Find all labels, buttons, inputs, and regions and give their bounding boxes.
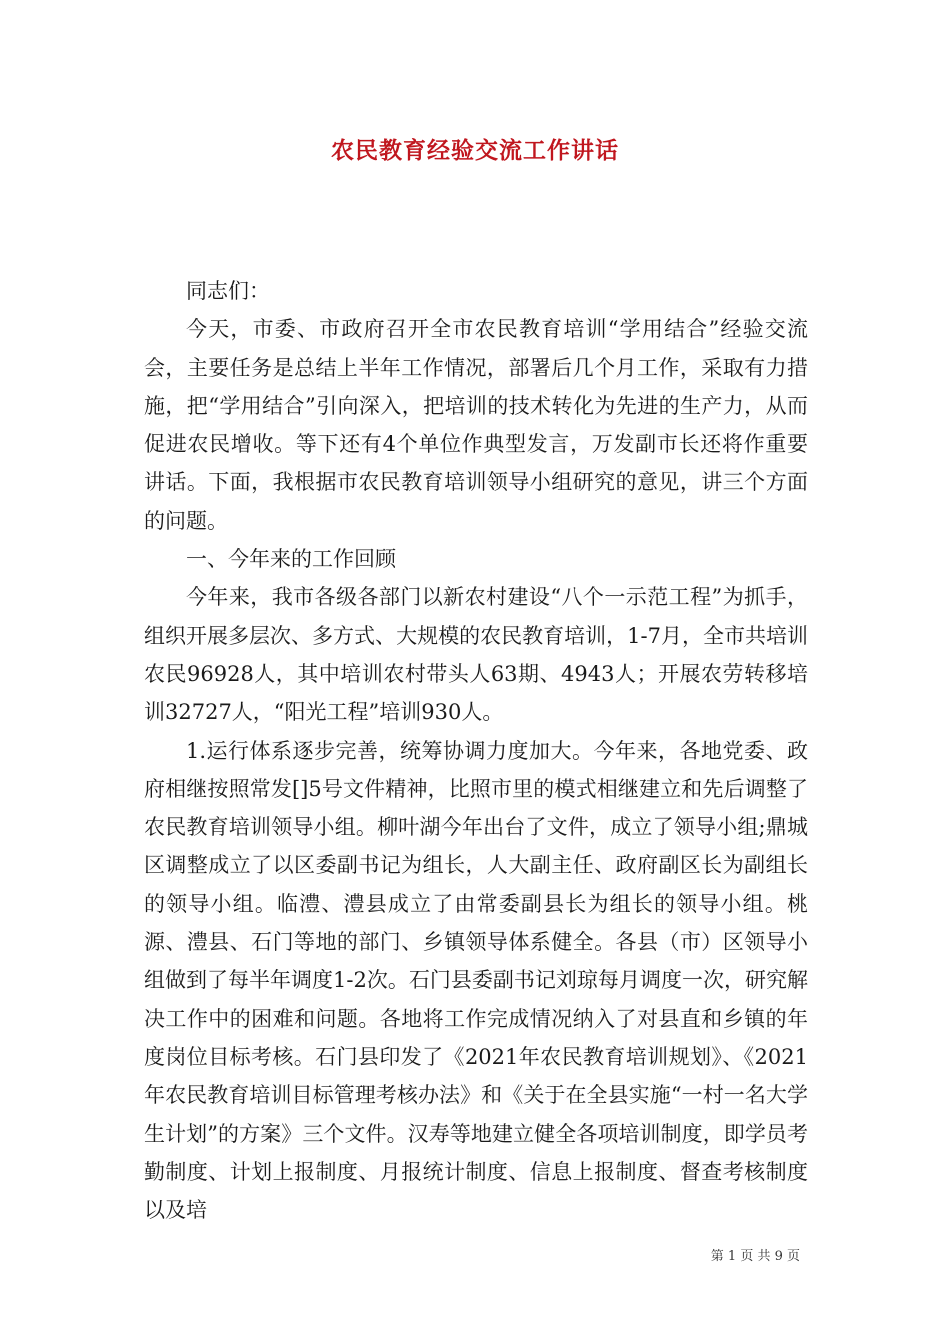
section-heading: 一、今年来的工作回顾 bbox=[186, 547, 396, 572]
review-paragraph: 今年来，我市各级各部门以新农村建设“八个一示范工程”为抓手，组织开展多层次、多方式、大规模的农民教育培训，1-7月，全市共培训农民96928人，其中培训农村带头人63期、4943人；开展农劳转移培训32727人，“阳光工程”培训930人。 bbox=[144, 585, 808, 725]
point-one-paragraph: 1.运行体系逐步完善，统筹协调力度加大。今年来，各地党委、政府相继按照常发[]5号文件精神，比照市里的模式相继建立和先后调整了农民教育培训领导小组。柳叶湖今年出台了文件，成立了领导小组;鼎城区调整成立了以区委副书记为组长，人大副主任、政府副区长为副组长的领导小组。临澧、澧县成立了由常委副县长为组长的领导小组。桃源、澧县、石门等地的部门、乡镇领导体系健全。各县（市）区领导小组做到了每半年调度1-2次。石门县委副书记刘琼每月调度一次，研究解决工作中的困难和问题。各地将工作完成情况纳入了对县直和乡镇的年度岗位目标考核。石门县印发了《2021年农民教育培训规划》、《2021年农民教育培训目标管理考核办法》和《关于在全县实施“一村一名大学生计划”的方案》三个文件。汉寿等地建立健全各项培训制度，即学员考勤制度、计划上报制度、月报统计制度、信息上报制度、督查考核制度以及培 bbox=[144, 738, 808, 1223]
salutation-paragraph: 同志们： bbox=[186, 279, 270, 303]
document-title: 农民教育经验交流工作讲话 bbox=[331, 137, 619, 164]
page-number: 第 1 页 共 9 页 bbox=[710, 1249, 800, 1264]
intro-paragraph: 今天，市委、市政府召开全市农民教育培训“学用结合”经验交流会，主要任务是总结上半年工作情况，部署后几个月工作，采取有力措施，把“学用结合”引向深入，把培训的技术转化为先进的生产力，从而促进农民增收。等下还有4个单位作典型发言，万发副市长还将作重要讲话。下面，我根据市农民教育培训领导小组研究的意见，讲三个方面的问题。 bbox=[144, 317, 808, 533]
document-body bbox=[144, 272, 808, 1229]
